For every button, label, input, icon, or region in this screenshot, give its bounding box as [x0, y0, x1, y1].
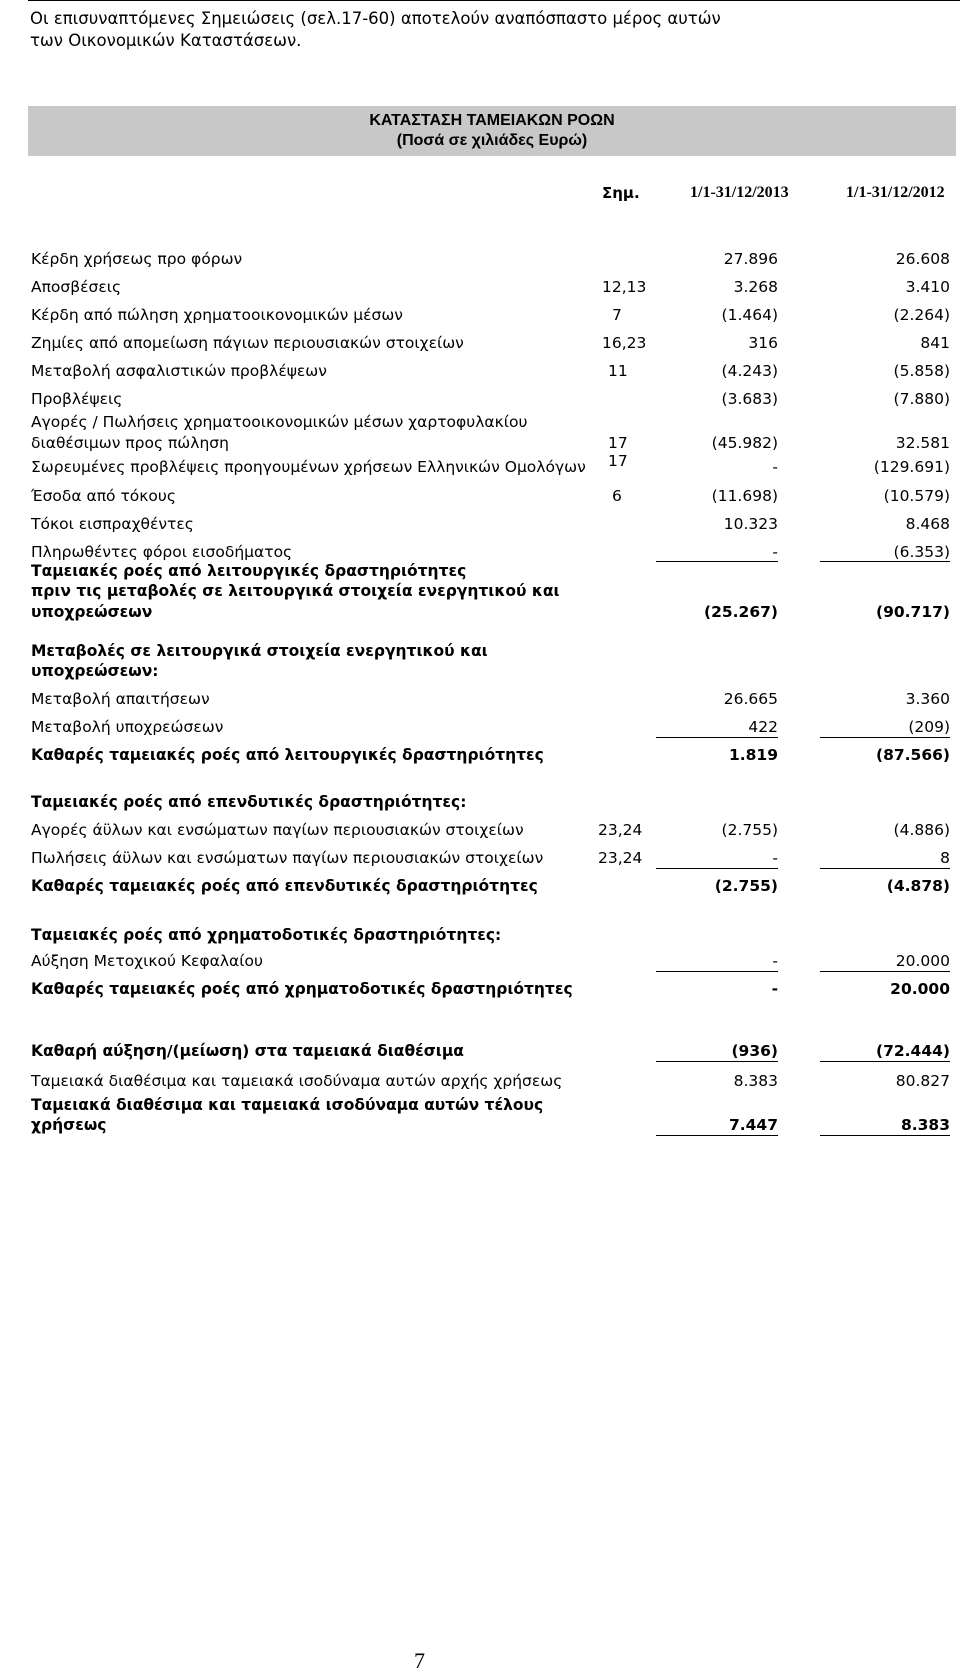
- row-value-2013: (4.243): [721, 362, 778, 380]
- row-value-2012: (4.886): [893, 821, 950, 839]
- double-underline-2012: [820, 1135, 950, 1136]
- row-value-2012: 3.360: [905, 690, 950, 708]
- row-value-2012: 8: [940, 849, 950, 867]
- underline-2013: [656, 737, 778, 738]
- closing-cash-value-2012: 8.383: [900, 1116, 950, 1134]
- net-financing-value-2013: -: [771, 980, 778, 998]
- underline-2012: [820, 737, 950, 738]
- statement-subtitle: (Ποσά σε χιλιάδες Ευρώ): [396, 132, 588, 149]
- subtotal-label-line-2: πριν τις μεταβολές σε λειτουργικά στοιχεία ενεργητικού και: [31, 582, 560, 600]
- financing-heading: Ταμειακές ροές από χρηματοδοτικές δραστηριότητες:: [31, 926, 502, 944]
- net-change-value-2013: (936): [731, 1042, 778, 1060]
- subtotal-value-2013: (25.267): [704, 603, 778, 621]
- row-label: Έσοδα από τόκους: [31, 487, 176, 505]
- underline-2013: [656, 868, 778, 869]
- row-note: 23,24: [598, 821, 643, 839]
- row-label: Αποσβέσεις: [31, 278, 122, 296]
- row-label: Κέρδη χρήσεως προ φόρων: [31, 250, 243, 268]
- row-value-2012: 841: [920, 334, 950, 352]
- net-investing-value-2012: (4.878): [886, 877, 950, 895]
- row-label-line-2: διαθέσιμων προς πώληση: [31, 434, 229, 452]
- net-financing-label: Καθαρές ταμειακές ροές από χρηματοδοτικές δραστηριότητες: [31, 980, 573, 998]
- row-note: 11: [608, 362, 628, 380]
- underline-2013: [656, 971, 778, 972]
- statement-title-banner: [28, 106, 956, 156]
- underline-2012: [820, 868, 950, 869]
- row-note: 12,13: [602, 278, 647, 296]
- opening-cash-value-2013: 8.383: [733, 1072, 778, 1090]
- row-label: Σωρευμένες προβλέψεις προηγουμένων χρήσεων Ελληνικών Ομολόγων: [31, 458, 586, 476]
- net-investing-label: Καθαρές ταμειακές ροές από επενδυτικές δραστηριότητες: [31, 877, 538, 895]
- row-value-2012: 20.000: [895, 952, 950, 970]
- row-value-2013: (3.683): [721, 390, 778, 408]
- underline-2013: [656, 1061, 778, 1062]
- underline-2012: [820, 1061, 950, 1062]
- investing-heading: Ταμειακές ροές από επενδυτικές δραστηριότητες:: [31, 793, 467, 811]
- net-operating-value-2012: (87.566): [876, 746, 950, 764]
- row-value-2012: 32.581: [895, 434, 950, 452]
- row-label: Αύξηση Μετοχικού Κεφαλαίου: [31, 952, 263, 970]
- net-operating-value-2013: 1.819: [728, 746, 778, 764]
- row-value-2012: (2.264): [893, 306, 950, 324]
- column-header-2013: 1/1-31/12/2013: [690, 184, 789, 201]
- row-value-2013: (2.755): [721, 821, 778, 839]
- closing-cash-label-line-2: χρήσεως: [31, 1116, 107, 1134]
- row-label: Μεταβολή απαιτήσεων: [31, 690, 210, 708]
- row-label: Τόκοι εισπραχθέντες: [31, 515, 194, 533]
- closing-cash-value-2013: 7.447: [728, 1116, 778, 1134]
- row-value-2012: (10.579): [883, 487, 950, 505]
- working-capital-heading-1: Μεταβολές σε λειτουργικά στοιχεία ενεργητικού και: [31, 642, 488, 660]
- net-financing-value-2012: 20.000: [890, 980, 950, 998]
- row-label: Αγορές άϋλων και ενσώματων παγίων περιουσιακών στοιχείων: [31, 821, 524, 839]
- row-value-2013: 3.268: [733, 278, 778, 296]
- working-capital-heading-2: υποχρεώσεων:: [31, 662, 159, 680]
- row-value-2013: (1.464): [721, 306, 778, 324]
- row-value-2013: (11.698): [711, 487, 778, 505]
- row-value-2013: -: [772, 458, 778, 476]
- row-label: Πωλήσεις άϋλων και ενσώματων παγίων περιουσιακών στοιχείων: [31, 849, 544, 867]
- row-label: Μεταβολή ασφαλιστικών προβλέψεων: [31, 362, 327, 380]
- row-value-2013: 10.323: [723, 515, 778, 533]
- page-number: 7: [414, 1648, 425, 1673]
- net-change-value-2012: (72.444): [876, 1042, 950, 1060]
- row-note: 23,24: [598, 849, 643, 867]
- underline-2012: [820, 561, 950, 562]
- row-value-2013: 422: [748, 718, 778, 736]
- underline-2013: [656, 561, 778, 562]
- closing-cash-label-line-1: Ταμειακά διαθέσιμα και ταμειακά ισοδύναμα αυτών τέλους: [31, 1096, 544, 1114]
- net-investing-value-2013: (2.755): [714, 877, 778, 895]
- row-note: 7: [612, 306, 622, 324]
- row-value-2013: 26.665: [723, 690, 778, 708]
- row-value-2013: -: [772, 952, 778, 970]
- row-value-2012: 3.410: [905, 278, 950, 296]
- subtotal-label-line-3: υποχρεώσεων: [31, 603, 153, 621]
- column-header-note: Σημ.: [602, 184, 640, 202]
- row-note: 6: [612, 487, 622, 505]
- statement-title: ΚΑΤΑΣΤΑΣΗ ΤΑΜΕΙΑΚΩΝ ΡΟΩΝ: [369, 112, 615, 129]
- double-underline-2013: [656, 1135, 778, 1136]
- row-value-2012: (7.880): [893, 390, 950, 408]
- row-note: 17: [608, 434, 628, 452]
- row-label: Προβλέψεις: [31, 390, 123, 408]
- row-label: Μεταβολή υποχρεώσεων: [31, 718, 224, 736]
- underline-2012: [820, 971, 950, 972]
- row-value-2013: -: [772, 849, 778, 867]
- opening-cash-label: Ταμειακά διαθέσιμα και ταμειακά ισοδύναμα αυτών αρχής χρήσεως: [31, 1072, 563, 1090]
- column-header-2012: 1/1-31/12/2012: [846, 184, 945, 201]
- row-value-2012: (6.353): [893, 543, 950, 561]
- row-value-2013: (45.982): [711, 434, 778, 452]
- net-change-label: Καθαρή αύξηση/(μείωση) στα ταμειακά διαθέσιμα: [31, 1042, 464, 1060]
- net-operating-label: Καθαρές ταμειακές ροές από λειτουργικές δραστηριότητες: [31, 746, 544, 764]
- row-label-line-1: Αγορές / Πωλήσεις χρηματοοικονομικών μέσων χαρτοφυλακίου: [31, 413, 528, 431]
- intro-line-2: των Οικονομικών Καταστάσεων.: [30, 31, 302, 50]
- row-value-2012: 26.608: [895, 250, 950, 268]
- row-label: Κέρδη από πώληση χρηματοοικονομικών μέσων: [31, 306, 403, 324]
- row-value-2012: (129.691): [873, 458, 950, 476]
- row-label: Πληρωθέντες φόροι εισοδήματος: [31, 543, 293, 561]
- row-note: 17: [608, 452, 628, 470]
- intro-line-1: Οι επισυναπτόμενες Σημειώσεις (σελ.17-60) αποτελούν αναπόσπαστο μέρος αυτών: [30, 9, 721, 28]
- row-value-2013: -: [772, 543, 778, 561]
- row-value-2013: 316: [748, 334, 778, 352]
- row-value-2012: (5.858): [893, 362, 950, 380]
- opening-cash-value-2012: 80.827: [895, 1072, 950, 1090]
- row-note: 16,23: [602, 334, 647, 352]
- row-value-2012: 8.468: [905, 515, 950, 533]
- row-label: Ζημίες από απομείωση πάγιων περιουσιακών στοιχείων: [31, 334, 464, 352]
- subtotal-label-line-1: Ταμειακές ροές από λειτουργικές δραστηριότητες: [31, 562, 467, 580]
- top-rule: [28, 0, 960, 1]
- row-value-2012: (209): [908, 718, 950, 736]
- row-value-2013: 27.896: [723, 250, 778, 268]
- subtotal-value-2012: (90.717): [876, 603, 950, 621]
